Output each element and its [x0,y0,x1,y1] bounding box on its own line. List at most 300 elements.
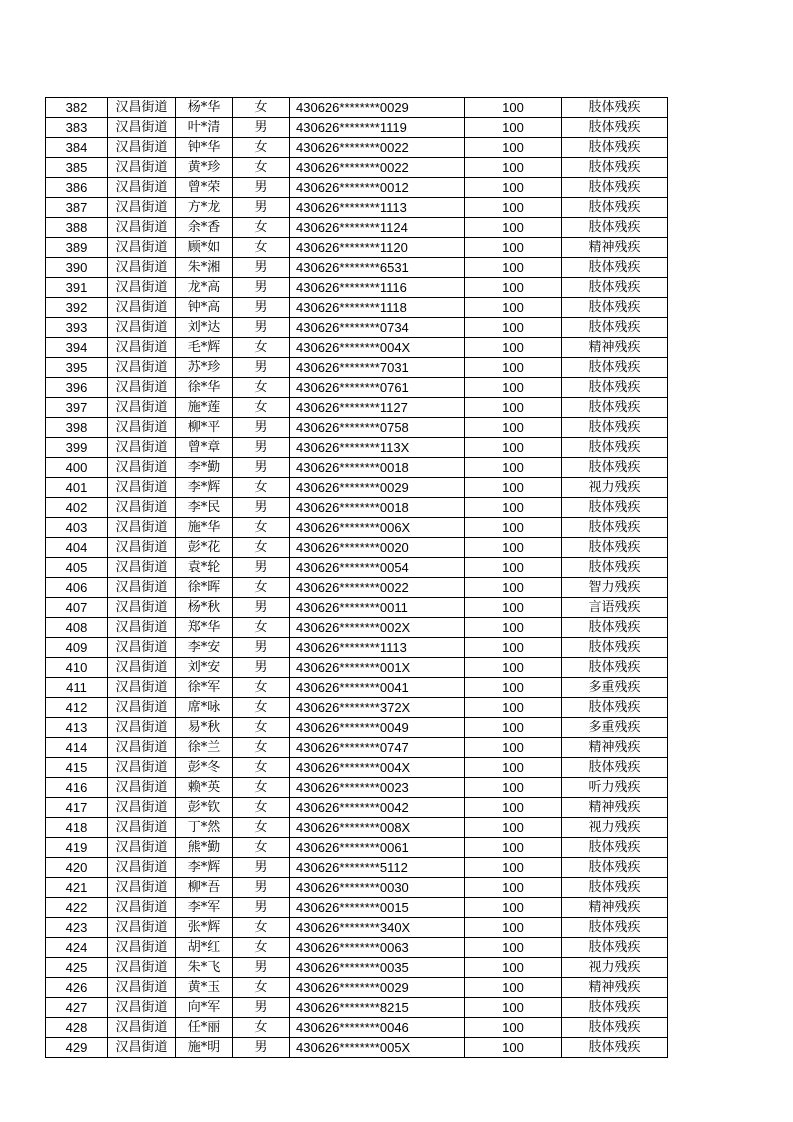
gender-cell: 女 [233,578,290,598]
row-number-cell: 392 [46,298,108,318]
disability-type-cell: 视力残疾 [562,478,668,498]
table-body [46,98,668,1058]
street-cell: 汉昌街道 [108,338,176,358]
gender-cell: 女 [233,378,290,398]
amount-cell: 100 [465,258,562,278]
row-number-cell: 424 [46,938,108,958]
disability-type-cell: 精神残疾 [562,978,668,998]
street-cell: 汉昌街道 [108,598,176,618]
name-cell: 黄*珍 [176,158,233,178]
gender-cell: 男 [233,598,290,618]
table-row [46,358,668,378]
street-cell: 汉昌街道 [108,998,176,1018]
disability-subsidy-table [45,97,668,1058]
amount-cell: 100 [465,458,562,478]
id-number-cell: 430626********0022 [290,578,465,598]
amount-cell: 100 [465,658,562,678]
amount-cell: 100 [465,738,562,758]
amount-cell: 100 [465,478,562,498]
row-number-cell: 411 [46,678,108,698]
gender-cell: 男 [233,198,290,218]
id-number-cell: 430626********113X [290,438,465,458]
gender-cell: 女 [233,218,290,238]
disability-type-cell: 肢体残疾 [562,458,668,478]
table-row [46,918,668,938]
gender-cell: 女 [233,798,290,818]
street-cell: 汉昌街道 [108,198,176,218]
amount-cell: 100 [465,598,562,618]
disability-type-cell: 肢体残疾 [562,378,668,398]
gender-cell: 女 [233,98,290,118]
table-row [46,838,668,858]
id-number-cell: 430626********006X [290,518,465,538]
amount-cell: 100 [465,158,562,178]
gender-cell: 男 [233,858,290,878]
row-number-cell: 394 [46,338,108,358]
name-cell: 张*辉 [176,918,233,938]
id-number-cell: 430626********0011 [290,598,465,618]
street-cell: 汉昌街道 [108,158,176,178]
gender-cell: 男 [233,558,290,578]
disability-type-cell: 精神残疾 [562,898,668,918]
id-number-cell: 430626********1124 [290,218,465,238]
name-cell: 彭*花 [176,538,233,558]
gender-cell: 男 [233,178,290,198]
row-number-cell: 387 [46,198,108,218]
disability-type-cell: 精神残疾 [562,798,668,818]
table-row [46,578,668,598]
id-number-cell: 430626********1113 [290,638,465,658]
table-row [46,958,668,978]
disability-type-cell: 肢体残疾 [562,538,668,558]
table-row [46,198,668,218]
disability-type-cell: 肢体残疾 [562,178,668,198]
name-cell: 李*辉 [176,478,233,498]
street-cell: 汉昌街道 [108,918,176,938]
table-row [46,558,668,578]
disability-type-cell: 肢体残疾 [562,158,668,178]
disability-type-cell: 精神残疾 [562,338,668,358]
disability-type-cell: 肢体残疾 [562,1038,668,1058]
gender-cell: 男 [233,458,290,478]
name-cell: 徐*华 [176,378,233,398]
id-number-cell: 430626********6531 [290,258,465,278]
amount-cell: 100 [465,298,562,318]
disability-type-cell: 肢体残疾 [562,118,668,138]
gender-cell: 女 [233,698,290,718]
name-cell: 钟*高 [176,298,233,318]
gender-cell: 男 [233,318,290,338]
table-row [46,978,668,998]
amount-cell: 100 [465,338,562,358]
name-cell: 彭*钦 [176,798,233,818]
row-number-cell: 388 [46,218,108,238]
amount-cell: 100 [465,318,562,338]
amount-cell: 100 [465,118,562,138]
gender-cell: 男 [233,498,290,518]
gender-cell: 女 [233,238,290,258]
id-number-cell: 430626********004X [290,758,465,778]
name-cell: 李*民 [176,498,233,518]
street-cell: 汉昌街道 [108,1038,176,1058]
street-cell: 汉昌街道 [108,378,176,398]
table-row [46,378,668,398]
gender-cell: 女 [233,138,290,158]
street-cell: 汉昌街道 [108,258,176,278]
table-row [46,258,668,278]
id-number-cell: 430626********0042 [290,798,465,818]
disability-type-cell: 肢体残疾 [562,918,668,938]
id-number-cell: 430626********0035 [290,958,465,978]
amount-cell: 100 [465,498,562,518]
disability-type-cell: 肢体残疾 [562,418,668,438]
table-row [46,238,668,258]
id-number-cell: 430626********1127 [290,398,465,418]
row-number-cell: 422 [46,898,108,918]
street-cell: 汉昌街道 [108,318,176,338]
row-number-cell: 407 [46,598,108,618]
gender-cell: 女 [233,918,290,938]
row-number-cell: 390 [46,258,108,278]
row-number-cell: 413 [46,718,108,738]
row-number-cell: 426 [46,978,108,998]
name-cell: 苏*珍 [176,358,233,378]
table-row [46,118,668,138]
row-number-cell: 393 [46,318,108,338]
name-cell: 任*丽 [176,1018,233,1038]
amount-cell: 100 [465,98,562,118]
table-row [46,158,668,178]
disability-type-cell: 肢体残疾 [562,998,668,1018]
amount-cell: 100 [465,798,562,818]
table-row [46,178,668,198]
row-number-cell: 389 [46,238,108,258]
table-row [46,758,668,778]
name-cell: 向*军 [176,998,233,1018]
row-number-cell: 415 [46,758,108,778]
disability-type-cell: 肢体残疾 [562,838,668,858]
row-number-cell: 386 [46,178,108,198]
amount-cell: 100 [465,278,562,298]
disability-type-cell: 肢体残疾 [562,498,668,518]
disability-type-cell: 肢体残疾 [562,138,668,158]
name-cell: 徐*兰 [176,738,233,758]
amount-cell: 100 [465,958,562,978]
disability-type-cell: 多重残疾 [562,718,668,738]
table-row [46,698,668,718]
id-number-cell: 430626********340X [290,918,465,938]
row-number-cell: 416 [46,778,108,798]
table-row [46,1018,668,1038]
street-cell: 汉昌街道 [108,778,176,798]
id-number-cell: 430626********0022 [290,158,465,178]
disability-type-cell: 肢体残疾 [562,518,668,538]
id-number-cell: 430626********0029 [290,98,465,118]
gender-cell: 女 [233,738,290,758]
id-number-cell: 430626********0063 [290,938,465,958]
disability-type-cell: 肢体残疾 [562,618,668,638]
row-number-cell: 409 [46,638,108,658]
table-row [46,858,668,878]
amount-cell: 100 [465,718,562,738]
name-cell: 朱*飞 [176,958,233,978]
name-cell: 徐*晖 [176,578,233,598]
row-number-cell: 397 [46,398,108,418]
amount-cell: 100 [465,998,562,1018]
table-row [46,658,668,678]
disability-type-cell: 肢体残疾 [562,438,668,458]
row-number-cell: 391 [46,278,108,298]
id-number-cell: 430626********0015 [290,898,465,918]
name-cell: 熊*勤 [176,838,233,858]
amount-cell: 100 [465,678,562,698]
name-cell: 杨*秋 [176,598,233,618]
street-cell: 汉昌街道 [108,818,176,838]
amount-cell: 100 [465,858,562,878]
disability-type-cell: 精神残疾 [562,738,668,758]
table-row [46,478,668,498]
row-number-cell: 410 [46,658,108,678]
name-cell: 施*莲 [176,398,233,418]
row-number-cell: 405 [46,558,108,578]
row-number-cell: 402 [46,498,108,518]
disability-type-cell: 肢体残疾 [562,198,668,218]
amount-cell: 100 [465,978,562,998]
name-cell: 朱*湘 [176,258,233,278]
street-cell: 汉昌街道 [108,298,176,318]
gender-cell: 男 [233,298,290,318]
disability-type-cell: 肢体残疾 [562,698,668,718]
id-number-cell: 430626********0029 [290,478,465,498]
street-cell: 汉昌街道 [108,1018,176,1038]
table-row [46,298,668,318]
name-cell: 李*安 [176,638,233,658]
name-cell: 郑*华 [176,618,233,638]
id-number-cell: 430626********004X [290,338,465,358]
street-cell: 汉昌街道 [108,178,176,198]
gender-cell: 女 [233,1018,290,1038]
row-number-cell: 428 [46,1018,108,1038]
table-row [46,498,668,518]
name-cell: 李*勤 [176,458,233,478]
name-cell: 易*秋 [176,718,233,738]
disability-type-cell: 视力残疾 [562,818,668,838]
gender-cell: 男 [233,878,290,898]
name-cell: 柳*吾 [176,878,233,898]
disability-type-cell: 听力残疾 [562,778,668,798]
id-number-cell: 430626********0023 [290,778,465,798]
name-cell: 曾*章 [176,438,233,458]
street-cell: 汉昌街道 [108,398,176,418]
table-row [46,1038,668,1058]
disability-type-cell: 言语残疾 [562,598,668,618]
gender-cell: 女 [233,338,290,358]
street-cell: 汉昌街道 [108,358,176,378]
disability-type-cell: 肢体残疾 [562,878,668,898]
id-number-cell: 430626********1116 [290,278,465,298]
amount-cell: 100 [465,838,562,858]
table-row [46,438,668,458]
gender-cell: 女 [233,818,290,838]
amount-cell: 100 [465,878,562,898]
name-cell: 李*军 [176,898,233,918]
table-row [46,398,668,418]
table-row [46,818,668,838]
name-cell: 顾*如 [176,238,233,258]
amount-cell: 100 [465,818,562,838]
amount-cell: 100 [465,638,562,658]
amount-cell: 100 [465,518,562,538]
disability-type-cell: 肢体残疾 [562,758,668,778]
name-cell: 黄*玉 [176,978,233,998]
disability-type-cell: 肢体残疾 [562,658,668,678]
row-number-cell: 395 [46,358,108,378]
amount-cell: 100 [465,238,562,258]
name-cell: 李*辉 [176,858,233,878]
id-number-cell: 430626********002X [290,618,465,638]
gender-cell: 女 [233,398,290,418]
gender-cell: 女 [233,518,290,538]
gender-cell: 男 [233,998,290,1018]
gender-cell: 男 [233,638,290,658]
name-cell: 丁*然 [176,818,233,838]
row-number-cell: 385 [46,158,108,178]
street-cell: 汉昌街道 [108,138,176,158]
id-number-cell: 430626********008X [290,818,465,838]
name-cell: 方*龙 [176,198,233,218]
table-row [46,458,668,478]
street-cell: 汉昌街道 [108,118,176,138]
amount-cell: 100 [465,218,562,238]
id-number-cell: 430626********8215 [290,998,465,1018]
table-row [46,538,668,558]
gender-cell: 女 [233,678,290,698]
street-cell: 汉昌街道 [108,718,176,738]
id-number-cell: 430626********001X [290,658,465,678]
street-cell: 汉昌街道 [108,678,176,698]
table-row [46,718,668,738]
amount-cell: 100 [465,378,562,398]
id-number-cell: 430626********1119 [290,118,465,138]
name-cell: 胡*红 [176,938,233,958]
amount-cell: 100 [465,578,562,598]
row-number-cell: 420 [46,858,108,878]
street-cell: 汉昌街道 [108,838,176,858]
table-row [46,798,668,818]
row-number-cell: 404 [46,538,108,558]
name-cell: 施*华 [176,518,233,538]
amount-cell: 100 [465,558,562,578]
amount-cell: 100 [465,538,562,558]
gender-cell: 女 [233,758,290,778]
id-number-cell: 430626********0022 [290,138,465,158]
street-cell: 汉昌街道 [108,458,176,478]
gender-cell: 男 [233,278,290,298]
gender-cell: 女 [233,938,290,958]
id-number-cell: 430626********0054 [290,558,465,578]
gender-cell: 女 [233,478,290,498]
street-cell: 汉昌街道 [108,558,176,578]
amount-cell: 100 [465,918,562,938]
amount-cell: 100 [465,138,562,158]
street-cell: 汉昌街道 [108,618,176,638]
table-row [46,878,668,898]
table-row [46,598,668,618]
table-row [46,898,668,918]
disability-type-cell: 肢体残疾 [562,318,668,338]
disability-type-cell: 肢体残疾 [562,558,668,578]
gender-cell: 男 [233,418,290,438]
street-cell: 汉昌街道 [108,638,176,658]
row-number-cell: 382 [46,98,108,118]
name-cell: 彭*冬 [176,758,233,778]
disability-type-cell: 智力残疾 [562,578,668,598]
name-cell: 刘*达 [176,318,233,338]
row-number-cell: 398 [46,418,108,438]
street-cell: 汉昌街道 [108,858,176,878]
gender-cell: 男 [233,898,290,918]
row-number-cell: 396 [46,378,108,398]
gender-cell: 女 [233,618,290,638]
row-number-cell: 429 [46,1038,108,1058]
street-cell: 汉昌街道 [108,798,176,818]
row-number-cell: 406 [46,578,108,598]
name-cell: 余*香 [176,218,233,238]
amount-cell: 100 [465,198,562,218]
gender-cell: 女 [233,978,290,998]
gender-cell: 男 [233,658,290,678]
gender-cell: 女 [233,718,290,738]
row-number-cell: 417 [46,798,108,818]
amount-cell: 100 [465,398,562,418]
row-number-cell: 384 [46,138,108,158]
row-number-cell: 412 [46,698,108,718]
name-cell: 毛*辉 [176,338,233,358]
street-cell: 汉昌街道 [108,538,176,558]
table-row [46,138,668,158]
amount-cell: 100 [465,758,562,778]
amount-cell: 100 [465,898,562,918]
name-cell: 施*明 [176,1038,233,1058]
table-row [46,938,668,958]
id-number-cell: 430626********0061 [290,838,465,858]
amount-cell: 100 [465,1018,562,1038]
disability-type-cell: 肢体残疾 [562,1018,668,1038]
row-number-cell: 400 [46,458,108,478]
row-number-cell: 399 [46,438,108,458]
gender-cell: 男 [233,118,290,138]
gender-cell: 男 [233,358,290,378]
table-row [46,218,668,238]
row-number-cell: 423 [46,918,108,938]
amount-cell: 100 [465,618,562,638]
table-row [46,738,668,758]
row-number-cell: 403 [46,518,108,538]
name-cell: 龙*高 [176,278,233,298]
street-cell: 汉昌街道 [108,578,176,598]
gender-cell: 女 [233,538,290,558]
disability-type-cell: 肢体残疾 [562,858,668,878]
amount-cell: 100 [465,438,562,458]
gender-cell: 女 [233,838,290,858]
amount-cell: 100 [465,938,562,958]
name-cell: 曾*荣 [176,178,233,198]
row-number-cell: 425 [46,958,108,978]
name-cell: 徐*军 [176,678,233,698]
id-number-cell: 430626********005X [290,1038,465,1058]
id-number-cell: 430626********1120 [290,238,465,258]
disability-type-cell: 肢体残疾 [562,98,668,118]
